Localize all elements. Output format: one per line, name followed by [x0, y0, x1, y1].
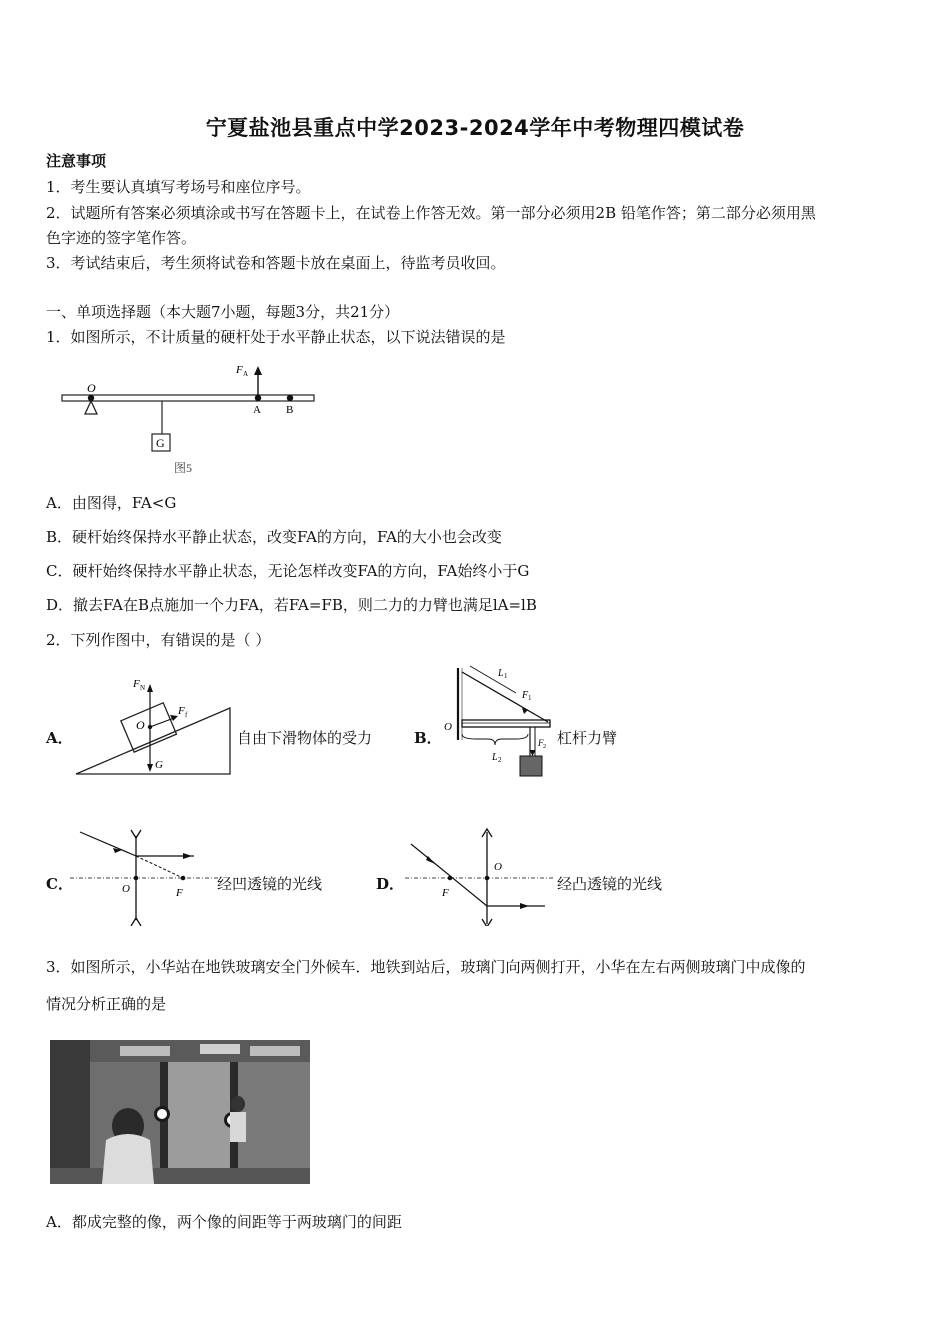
question-3-stem-line1: 3．如图所示，小华站在地铁玻璃安全门外候车．地铁到站后，玻璃门向两侧打开，小华在左右两侧玻璃门中成像的 [46, 958, 806, 976]
label-f1-sub: 1 [528, 694, 532, 702]
force-fa-arrowhead [254, 366, 262, 375]
label-f2: F [538, 738, 544, 748]
label-l1: L [498, 668, 504, 679]
q2-b-label: B． [414, 729, 442, 747]
question-2-stem: 2．下列作图中，有错误的是（ ） [46, 631, 271, 649]
optical-center [134, 876, 139, 881]
label-f2-sub: 2 [543, 744, 546, 750]
notice-item: 1．考生要认真填写考场号和座位序号。 [46, 178, 311, 196]
section-heading: 一、单项选择题（本大题7小题，每题3分，共21分） [46, 303, 400, 321]
subway-door-photo [50, 1040, 310, 1184]
label-fa: F [236, 364, 243, 376]
q2-d-label: D． [376, 875, 405, 893]
lever-rod [62, 395, 314, 401]
lever-bar [462, 720, 550, 727]
optical-center [485, 876, 490, 881]
focus-point [448, 876, 453, 881]
concave-lens-figure [70, 826, 220, 926]
fulcrum-triangle [85, 401, 97, 414]
arm-l1 [470, 666, 516, 693]
q2-c-label: C． [46, 875, 73, 893]
figure-caption: 图5 [174, 461, 193, 475]
incident-ray [80, 832, 136, 856]
brace-l2 [462, 734, 528, 745]
q1-option-b: B．硬杆始终保持水平静止状态，改变FA的方向，FA的大小也会改变 [46, 528, 502, 546]
label-fn: F [133, 678, 140, 690]
label-f: F [176, 887, 183, 899]
page-title: 宁夏盐池县重点中学2023-2024学年中考物理四模试卷 [205, 116, 745, 140]
force-ff [150, 718, 174, 727]
label-g: G [155, 759, 163, 771]
extension-line [136, 856, 183, 878]
label-g: G [156, 436, 165, 450]
convex-lens-figure [405, 826, 555, 926]
label-ff-sub: f [185, 711, 188, 719]
hanging-weight [520, 756, 542, 776]
label-l1-sub: 1 [504, 672, 508, 680]
q2-a-caption: 自由下滑物体的受力 [237, 729, 373, 747]
q2-d-caption: 经凸透镜的光线 [557, 875, 663, 893]
label-f1: F [522, 690, 529, 701]
focus-point [181, 876, 186, 881]
point-b [287, 395, 293, 401]
q1-option-a: A．由图得，FA<G [46, 494, 177, 512]
label-fn-sub: N [140, 684, 146, 692]
force-fn-arrowhead [147, 684, 153, 692]
label-f: F [442, 887, 449, 899]
notice-heading: 注意事项 [46, 152, 107, 170]
label-b: B [286, 404, 294, 416]
question-3-stem-line2: 情况分析正确的是 [46, 995, 167, 1013]
notice-item: 色字迹的签字笔作答。 [46, 229, 197, 247]
label-a: A [253, 404, 261, 416]
force-g-arrowhead [147, 764, 153, 772]
label-o: O [494, 861, 502, 873]
label-fa-sub: A [243, 370, 249, 378]
notice-item: 3．考试结束后，考生须将试卷和答题卡放在桌面上，待监考员收回。 [46, 254, 506, 272]
label-l2: L [492, 752, 498, 763]
lever-arm-figure [440, 662, 555, 782]
label-o: O [136, 718, 145, 732]
q1-option-d: D．撤去FA在B点施加一个力FA，若FA=FB，则二力的力臂也满足lA=lB [46, 596, 537, 614]
q2-b-caption: 杠杆力臂 [557, 729, 618, 747]
incline-figure [70, 670, 240, 780]
question-1-stem: 1．如图所示，不计质量的硬杆处于水平静止状态，以下说法错误的是 [46, 328, 506, 346]
label-ff: F [178, 705, 185, 717]
q2-a-label: A． [46, 729, 73, 747]
label-o: O [122, 883, 130, 895]
incline-slope [76, 708, 230, 774]
q3-option-a: A．都成完整的像，两个像的间距等于两玻璃门的间距 [46, 1213, 402, 1231]
incident-ray [411, 844, 487, 906]
q2-c-caption: 经凹透镜的光线 [217, 875, 323, 893]
label-l2-sub: 2 [498, 756, 502, 764]
label-o: O [444, 721, 452, 733]
lever-figure [55, 358, 325, 478]
notice-item: 2．试题所有答案必须填涂或书写在答题卡上，在试卷上作答无效。第一部分必须用2B 铅笔作答；第二部分必须用黑 [46, 204, 816, 222]
q1-option-c: C．硬杆始终保持水平静止状态，无论怎样改变FA的方向，FA始终小于G [46, 562, 530, 580]
label-o: O [87, 381, 96, 395]
